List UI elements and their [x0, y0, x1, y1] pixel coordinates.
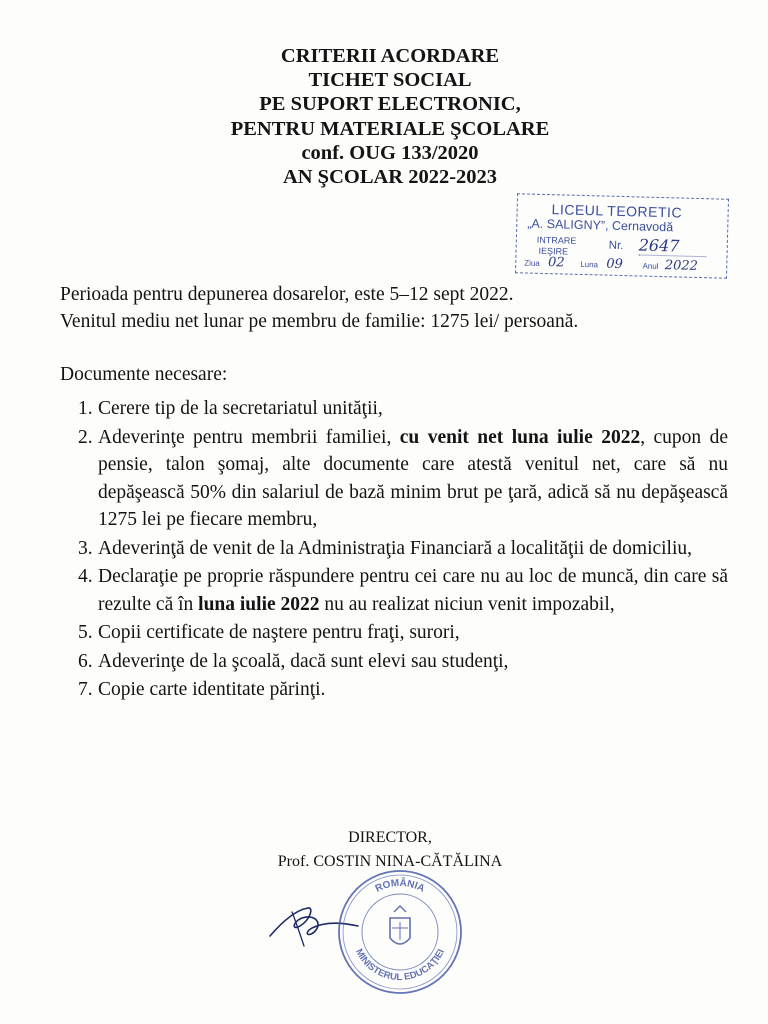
item-text: Copii certificate de naştere pentru fraţi, surori,	[98, 622, 460, 643]
svg-text:MINISTERUL EDUCAŢIEI	[353, 947, 447, 983]
stamp-out-label: IEŞIRE	[538, 245, 569, 257]
title-line: CRITERII ACORDARE	[280, 45, 500, 67]
item-number: 6.	[78, 650, 93, 672]
stamp-month-value: 09	[606, 256, 624, 273]
seal-top-text: ROMÂNIA	[373, 877, 427, 895]
item-text: Copie carte identitate părinţi.	[98, 679, 326, 700]
title-line: PENTRU MATERIALE ŞCOLARE	[230, 117, 550, 140]
item-text-part: nu au realizat niciun venit impozabil,	[319, 593, 615, 615]
list-item	[78, 619, 728, 647]
title-line: PE SUPORT ELECTRONIC,	[259, 93, 521, 116]
documents-header: Documente necesare:	[60, 364, 228, 385]
list-item	[78, 676, 728, 704]
period-line: Perioada pentru depunerea dosarelor, este 5–12 sept 2022.	[60, 284, 514, 305]
item-text: Cerere tip de la secretariatul unităţii,	[98, 398, 383, 419]
item-number: 2.	[78, 426, 93, 448]
item-text	[98, 424, 728, 534]
svg-text:ROMÂNIA	[374, 876, 427, 895]
stamp-date-row	[524, 254, 720, 274]
item-text-part: Declaraţie pe proprie răspundere pentru cei care nu au loc de muncă, din care să rezulte că în	[98, 566, 728, 615]
documents-list	[78, 395, 728, 705]
list-item	[78, 563, 728, 618]
title-line: TICHET SOCIAL	[308, 69, 472, 92]
stamp-in-label: INTRARE	[536, 234, 577, 246]
item-number: 7.	[78, 679, 93, 700]
list-item	[78, 648, 728, 676]
item-number: 4.	[78, 566, 93, 587]
item-text: Adeverinţe de la şcoală, dacă sunt elevi sau studenţi,	[98, 650, 509, 672]
item-number: 3.	[78, 537, 93, 559]
list-item	[78, 535, 728, 563]
stamp-year-label: Anul	[642, 261, 659, 271]
item-text-bold: cu venit net luna iulie 2022	[399, 426, 641, 448]
signature-block	[0, 826, 768, 874]
item-text-part: Adeverinţe pentru membrii familiei,	[98, 426, 400, 448]
item-text	[98, 563, 728, 618]
title-line: AN ŞCOLAR 2022-2023	[282, 166, 498, 189]
signatory-name: Prof. COSTIN NINA-CĂTĂLINA	[277, 853, 503, 870]
stamp-school-line1: LICEUL TEORETIC	[551, 201, 683, 221]
document-title	[0, 44, 768, 189]
seal-bottom-text: MINISTERUL EDUCAŢIEI	[353, 947, 447, 984]
income-line: Venitul mediu net lunar pe membru de familie: 1275 lei/ persoană.	[60, 311, 579, 332]
stamp-school-line2: „A. SALIGNY”, Cernavodă	[527, 216, 674, 235]
item-number: 5.	[78, 622, 93, 643]
official-seal	[336, 868, 464, 996]
registration-stamp	[515, 193, 729, 279]
list-item	[78, 424, 728, 534]
list-item	[78, 395, 728, 423]
stamp-day-label: Ziua	[524, 258, 540, 268]
item-number: 1.	[78, 398, 93, 419]
item-text-bold: luna iulie 2022	[198, 593, 320, 615]
title-line: conf. OUG 133/2020	[301, 141, 479, 164]
period-block	[60, 281, 578, 335]
stamp-month-label: Luna	[580, 259, 599, 270]
item-text-part: , cupon de pensie, talon şomaj, alte documente care atestă venitul net, care să nu depăşească 50% din salariul de bază minim brut pe ţară, adică să nu depăşească 1275 lei pe fiecare membru,	[98, 426, 729, 530]
item-text: Adeverinţă de venit de la Administraţia Financiară a localităţii de domiciliu,	[98, 537, 693, 559]
coat-of-arms-icon	[390, 906, 410, 944]
stamp-year-value: 2022	[664, 258, 699, 274]
stamp-day-value: 02	[547, 255, 565, 271]
signatory-role: DIRECTOR,	[348, 829, 432, 846]
stamp-nr-value: 2647	[638, 235, 707, 257]
stamp-nr-label: Nr.	[608, 239, 624, 253]
